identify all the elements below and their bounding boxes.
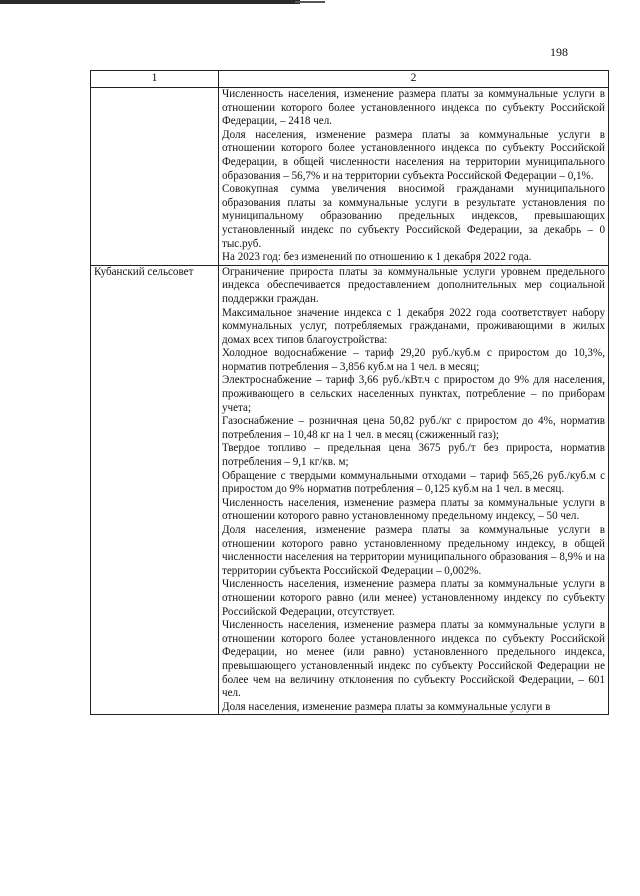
column-header-2: 2 xyxy=(219,71,609,88)
table-row xyxy=(91,265,609,715)
paragraph: Численность населения, изменение размера платы за коммунальные услуги в отношении которого равно (или менее) установленному индексу по субъекту Российской Федерации, отсутствует. xyxy=(222,578,605,618)
paragraph: На 2023 год: без изменений по отношению к 1 декабря 2022 года. xyxy=(222,251,532,264)
paragraph: Ограничение прироста платы за коммунальные услуги уровнем предельного индекса обеспечивается предоставлением дополнительных мер социальной поддержки граждан. xyxy=(222,265,605,305)
paragraph: Совокупная сумма увеличения вносимой гражданами муниципального образования платы за коммунальные услуги в результате установления по муниципальному образованию предельных индексов, превышающих установленный индекс по субъекту Российской Федерации, за декабрь – 0 тыс.руб. xyxy=(222,183,605,250)
column-header-1: 1 xyxy=(91,71,219,88)
paragraph: Газоснабжение – розничная цена 50,82 руб./кг с приростом до 4%, норматив потребления – 10,48 кг на 1 чел. в месяц (сжиженный газ); xyxy=(222,415,605,441)
page-number: 198 xyxy=(550,45,568,59)
paragraph: Доля населения, изменение размера платы за коммунальные услуги в xyxy=(222,700,551,713)
document-table xyxy=(90,70,609,715)
municipality-cell: Кубанский сельсовет xyxy=(91,265,219,715)
table-header-row xyxy=(91,71,609,88)
paragraph: Электроснабжение – тариф 3,66 руб./кВт.ч с приростом до 9% для населения, проживающего в сельских населенных пунктах, потребление – по приборам учета; xyxy=(222,374,605,414)
description-cell xyxy=(219,88,609,266)
scan-artifact xyxy=(0,0,300,4)
paragraph: Численность населения, изменение размера платы за коммунальные услуги в отношении которого равно установленному предельному индексу, – 50 чел. xyxy=(222,496,605,523)
paragraph: Обращение с твердыми коммунальными отходами – тариф 565,26 руб./куб.м с приростом до 9% норматив потребления – 0,125 куб.м на 1 чел. в месяц. xyxy=(222,469,605,496)
table-row xyxy=(91,88,609,266)
scan-artifact xyxy=(295,1,325,3)
paragraph: Доля населения, изменение размера платы за коммунальные услуги в отношении которого равно установленному предельному индексу, в общей численности населения на территории муниципального образования – 8,9% и на территории субъекта Российской Федерации – 0,002%. xyxy=(222,524,605,577)
paragraph: Твердое топливо – предельная цена 3675 руб./т без прироста, норматив потребления – 9,1 кг/кв. м; xyxy=(222,442,605,469)
paragraph: Численность населения, изменение размера платы за коммунальные услуги в отношении которого более установленного индекса по субъекту Российской Федерации, – 2418 чел. xyxy=(222,88,605,128)
paragraph: Доля населения, изменение размера платы за коммунальные услуги в отношении которого более установленного индекса по субъекту Российской Федерации, в общей численности населения на территории муниципального образования – 56,7% и на территории субъекта Российской Федерации – 0,1%. xyxy=(222,128,605,182)
paragraph: Холодное водоснабжение – тариф 29,20 руб./куб.м с приростом до 10,3%, норматив потребления – 3,856 куб.м на 1 чел. в месяц; xyxy=(222,347,605,373)
paragraph: Численность населения, изменение размера платы за коммунальные услуги в отношении которого более установленного индекса по субъекту Российской Федерации, но менее (или равно) установленного предельного индекса, превышающего установленный индекс по субъекту Российской Федерации не более чем на величину отклонения по субъекту Российской Федерации, – 601 чел. xyxy=(222,619,605,700)
paragraph: Максимальное значение индекса с 1 декабря 2022 года соответствует набору коммунальных услуг, потребляемых гражданами, проживающими в жилых домах всех типов благоустройства: xyxy=(222,306,605,346)
description-cell xyxy=(219,265,609,715)
municipality-cell xyxy=(91,88,219,266)
